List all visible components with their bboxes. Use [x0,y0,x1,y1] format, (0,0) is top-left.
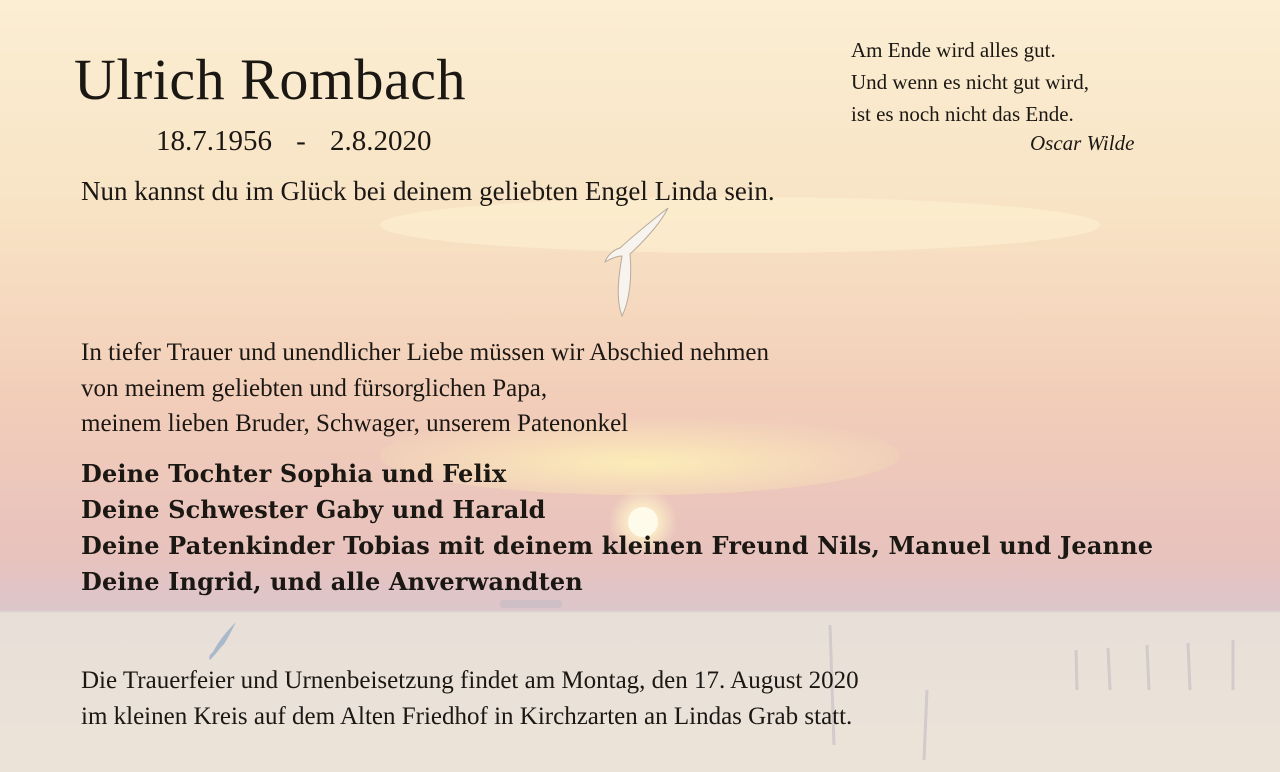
notice-line: Die Trauerfeier und Urnenbeisetzung findet am Montag, den 17. August 2020 [81,667,859,694]
date-separator: - [296,125,306,157]
quote [851,34,1089,130]
funeral-notice [81,663,859,735]
family-line: Deine Schwester Gaby und Harald [81,495,546,524]
family-list [81,456,1153,600]
family-line: Deine Ingrid, und alle Anverwandten [81,567,583,596]
mourning-line: In tiefer Trauer und unendlicher Liebe müssen wir Abschied nehmen [81,339,770,366]
notice-line: im kleinen Kreis auf dem Alten Friedhof in Kirchzarten an Lindas Grab statt. [81,703,853,730]
distant-ship [500,600,562,608]
mourning-line: von meinem geliebten und fürsorglichen Papa, [81,374,548,402]
life-dates [156,124,432,158]
quote-author: Oscar Wilde [1030,131,1135,155]
mourning-line: meinem lieben Bruder, Schwager, unserem Patenonkel [81,410,629,437]
mourning-text [81,335,769,442]
family-line: Deine Tochter Sophia und Felix [81,459,507,488]
death-date: 2.8.2020 [330,125,432,157]
birth-date: 18.7.1956 [156,125,272,157]
deceased-name: Ulrich Rombach [74,47,466,112]
quote-line: Und wenn es nicht gut wird, [851,70,1089,94]
dedication-line: Nun kannst du im Glück bei deinem geliebten Engel Linda sein. [81,176,775,206]
quote-line: Am Ende wird alles gut. [851,38,1056,62]
quote-line: ist es noch nicht das Ende. [851,102,1074,126]
family-line: Deine Patenkinder Tobias mit deinem kleinen Freund Nils, Manuel und Jeanne [81,531,1154,560]
